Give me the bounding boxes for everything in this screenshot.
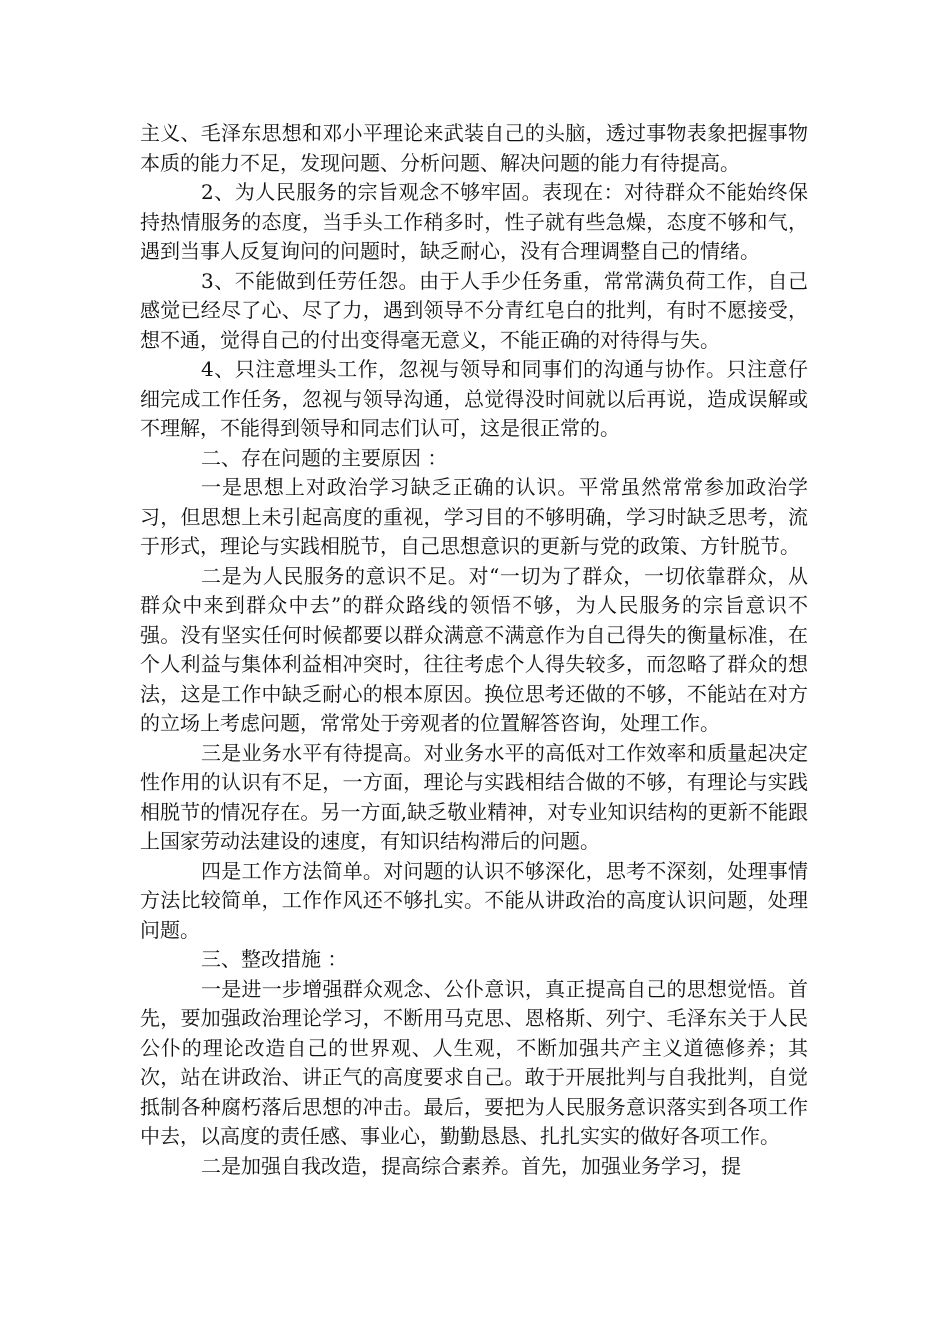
paragraph-measure-1: 一是进一步增强群众观念、公仆意识，真正提高自己的思想觉悟。首先，要加强政治理论学习，不断用马克思、恩格斯、列宁、毛泽东关于人民公仆的理论改造自己的世界观、人生观，不断加强共产主义道德修养；其次，站在讲政治、讲正气的高度要求自己。敢于开展批判与自我批判，自觉抵制各种腐朽落后思想的冲击。最后，要把为人民服务意识落实到各项工作中去，以高度的责任感、事业心，勤勤恳恳、扎扎实实的做好各项工作。 <box>140 976 808 1148</box>
paragraph-cause-4: 四是工作方法简单。对问题的认识不够深化，思考不深刻，处理事情方法比较简单，工作作风还不够扎实。不能从讲政治的高度认识问题，处理问题。 <box>140 858 808 942</box>
document-body <box>140 119 808 1181</box>
paragraph-cause-2: 二是为人民服务的意识不足。对“一切为了群众，一切依靠群众，从群众中来到群众中去”的群众路线的领悟不够，为人民服务的宗旨意识不强。没有坚实任何时候都要以群众满意不满意作为自己得失的衡量标准，在个人利益与集体利益相冲突时，往往考虑个人得失较多，而忽略了群众的想法，这是工作中缺乏耐心的根本原因。换位思考还做的不够，不能站在对方的立场上考虑问题，常常处于旁观者的位置解答咨询，处理工作。 <box>140 563 808 735</box>
paragraph-item-2: 2、为人民服务的宗旨观念不够牢固。表现在：对待群众不能始终保持热情服务的态度，当手头工作稍多时，性子就有些急燥，态度不够和气，遇到当事人反复询问的问题时，缺乏耐心，没有合理调整自己的情绪。 <box>140 180 808 263</box>
section-heading-causes: 二、存在问题的主要原因 ： <box>201 445 448 470</box>
paragraph-item-3: 3、不能做到任劳任怨。由于人手少任务重，常常满负荷工作，自己感觉已经尽了心、尽了力，遇到领导不分青红皂白的批判，有时不愿接受，想不通，觉得自己的付出变得毫无意义，不能正确的对待得与失。 <box>140 268 808 352</box>
section-heading-measures: 三、整改措施 ： <box>201 947 348 971</box>
paragraph-measure-2: 二是加强自我改造，提高综合素养。首先，加强业务学习，提 <box>201 1153 741 1178</box>
paragraph-cause-1: 一是思想上对政治学习缺乏正确的认识。平常虽然常常参加政治学习，但思想上未引起高度的重视，学习目的不够明确，学习时缺乏思考，流于形式，理论与实践相脱节，自己思想意识的更新与党的政策、方针脱节。 <box>140 475 808 558</box>
paragraph-continuation: 主义、毛泽东思想和邓小平理论来武装自己的头脑，透过事物表象把握事物本质的能力不足，发现问题、分析问题、解决问题的能力有待提高。 <box>140 121 808 175</box>
paragraph-cause-3: 三是业务水平有待提高。对业务水平的高低对工作效率和质量起决定性作用的认识有不足，一方面，理论与实践相结合做的不够，有理论与实践相脱节的情况存在。另一方面,缺乏敬业精神，对专业知识结构的更新不能跟上国家劳动法建设的速度，有知识结构滞后的问题。 <box>140 740 808 853</box>
paragraph-item-4: 4、只注意埋头工作，忽视与领导和同事们的沟通与协作。只注意仔细完成工作任务，忽视与领导沟通，总觉得没时间就以后再说，造成误解或不理解，不能得到领导和同志们认可，这是很正常的。 <box>140 357 808 440</box>
